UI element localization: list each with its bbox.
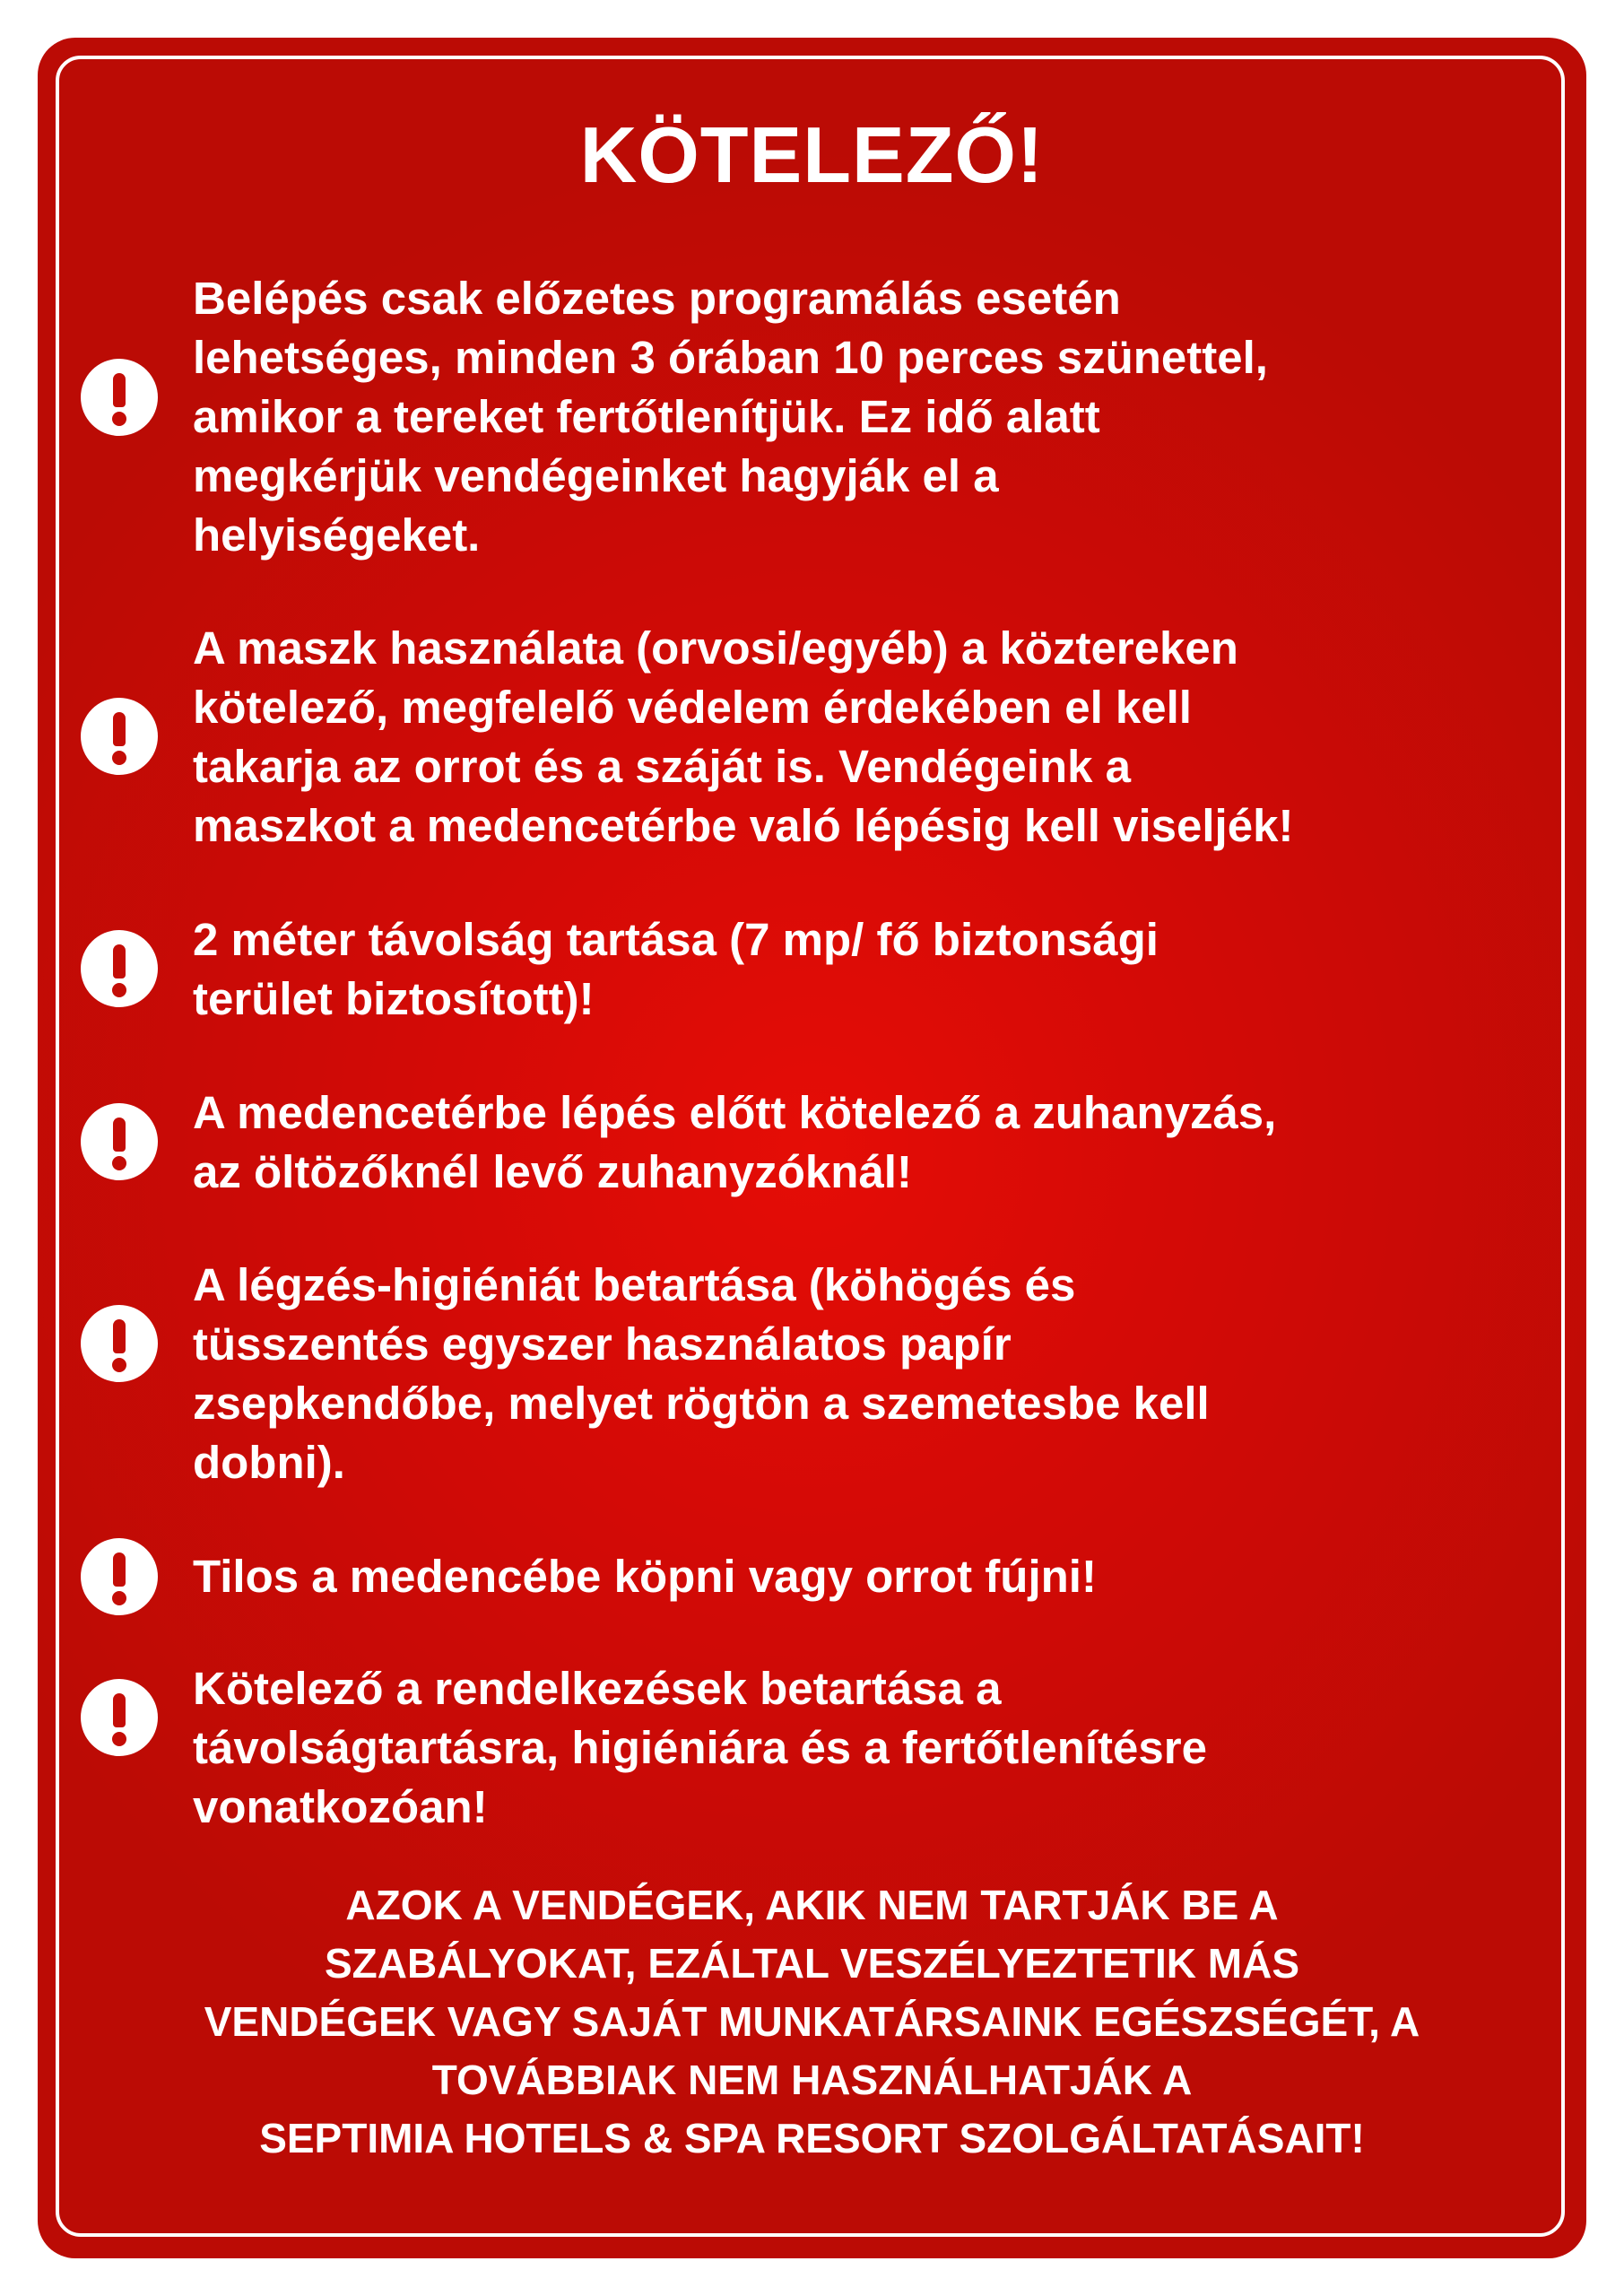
exclamation-circle-icon <box>81 698 158 775</box>
exclamation-circle-icon <box>81 1305 158 1382</box>
rule-text: A maszk használata (orvosi/egyéb) a köztereken kötelező, megfelelő védelem érdekében el kell takarja az orrot és a száját is. Vendégeink a maszkot a medencetérbe való lépésig kell viseljék! <box>193 622 1294 851</box>
exclamation-circle-icon <box>81 1679 158 1756</box>
rule-text: Kötelező a rendelkezések betartása a távolságtartásra, higiéniára és a fertőtlenítésre vonatkozóan! <box>193 1663 1207 1832</box>
rule-text: 2 méter távolság tartása (7 mp/ fő biztonsági terület biztosított)! <box>193 914 1159 1024</box>
footer-warning: AZOK A VENDÉGEK, AKIK NEM TARTJÁK BE A SZABÁLYOKAT, EZÁLTAL VESZÉLYEZTETIK MÁS VENDÉGEK VAGY SAJÁT MUNKATÁRSAINK EGÉSZSÉGÉT, A TOVÁBBIAK NEM HASZNÁLHATJÁK A SEPTIMIA HOTELS & SPA RESORT SZOLGÁLTATÁSAIT! <box>204 1882 1420 2161</box>
exclamation-circle-icon <box>81 930 158 1007</box>
rule-text: A medencetérbe lépés előtt kötelező a zuhanyzás, az öltözőknél levő zuhanyzóknál! <box>193 1087 1277 1197</box>
exclamation-circle-icon <box>81 1538 158 1615</box>
rule-text: Belépés csak előzetes programálás esetén lehetséges, minden 3 órában 10 perces szünettel, amikor a tereket fertőtlenítjük. Ez idő alatt megkérjük vendégeinket hagyják el a helyiségeket. <box>193 273 1268 561</box>
sign-title: KÖTELEZŐ! <box>579 110 1045 199</box>
exclamation-circle-icon <box>81 1103 158 1180</box>
exclamation-circle-icon <box>81 359 158 436</box>
rule-text: Tilos a medencébe köpni vagy orrot fújni! <box>193 1551 1097 1602</box>
rule-text: A légzés-higiéniát betartása (köhögés és tüsszentés egyszer használatos papír zsepkendőbe, melyet rögtön a szemetesbe kell dobni). <box>193 1259 1210 1488</box>
